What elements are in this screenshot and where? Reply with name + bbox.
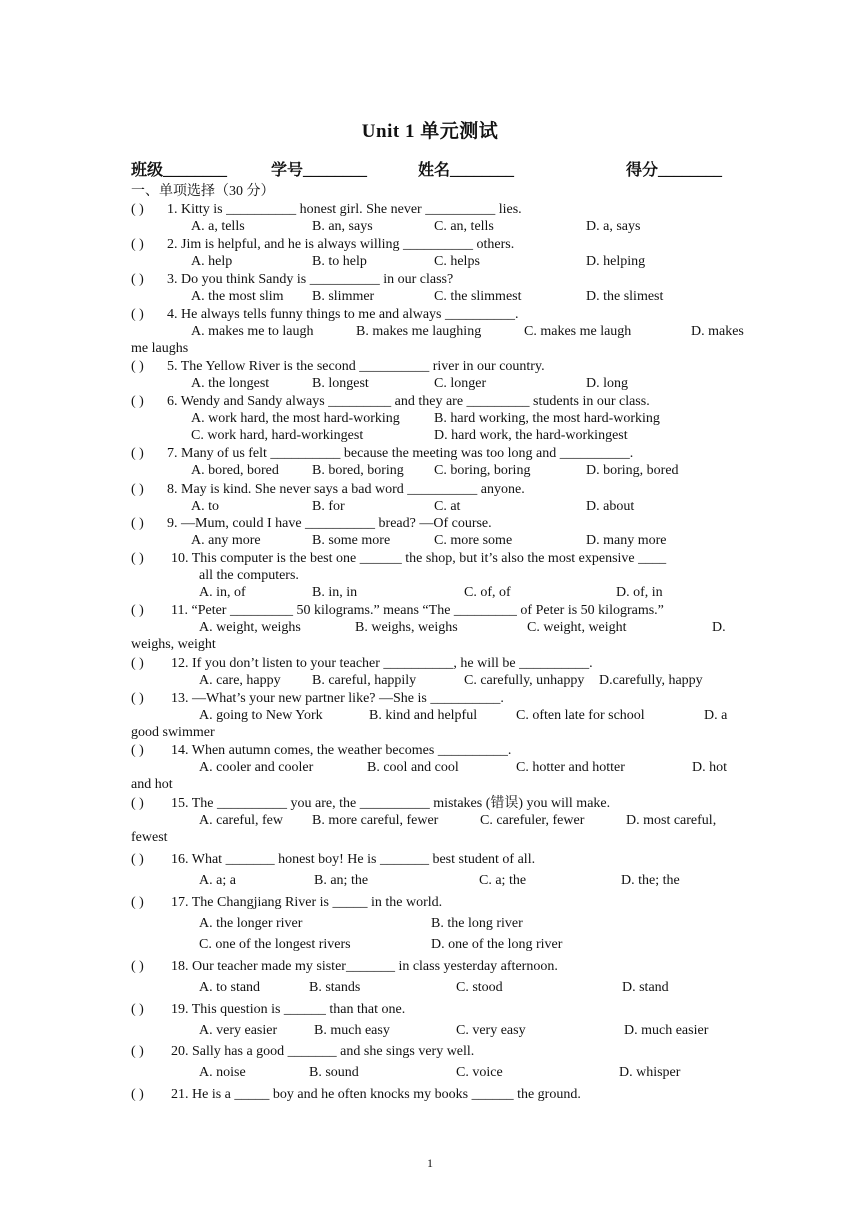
option-c[interactable]: C. carefully, unhappy xyxy=(464,673,585,688)
student-id-field: 学号________ xyxy=(271,162,368,179)
answer-blank[interactable]: ( ) xyxy=(131,394,144,409)
question-4 xyxy=(131,306,731,324)
question-text: 17. The Changjiang River is _____ in the world. xyxy=(171,895,443,910)
option-d[interactable]: D. boring, bored xyxy=(586,463,679,478)
option-a[interactable]: A. cooler and cooler xyxy=(199,760,314,775)
question-18 xyxy=(131,958,731,976)
option-b[interactable]: B. an, says xyxy=(312,219,373,234)
option-d[interactable]: D. hard work, the hard-workingest xyxy=(434,428,628,443)
answer-blank[interactable]: ( ) xyxy=(131,516,144,531)
question-text: 20. Sally has a good _______ and she sings very well. xyxy=(171,1044,475,1059)
option-b[interactable]: B. some more xyxy=(312,533,391,548)
option-d[interactable]: D. a xyxy=(704,708,728,723)
option-a[interactable]: A. very easier xyxy=(199,1023,278,1038)
question-text: 16. What _______ honest boy! He is _______ best student of all. xyxy=(171,852,536,867)
option-c[interactable]: C. makes me laugh xyxy=(524,324,632,339)
option-b[interactable]: B. makes me laughing xyxy=(356,324,482,339)
answer-blank[interactable]: ( ) xyxy=(131,551,144,566)
option-d[interactable]: D. xyxy=(712,620,726,635)
question-text: 13. —What’s your new partner like? —She is __________. xyxy=(171,691,504,706)
option-b[interactable]: B. longest xyxy=(312,376,369,391)
answer-blank[interactable]: ( ) xyxy=(131,307,144,322)
option-a[interactable]: A. the longer river xyxy=(199,916,303,931)
option-b[interactable]: B. kind and helpful xyxy=(369,708,478,723)
student-info-row xyxy=(131,157,731,179)
page-number: 1 xyxy=(427,1156,433,1170)
option-b[interactable]: B. an; the xyxy=(314,873,369,888)
option-c[interactable]: C. work hard, hard-workingest xyxy=(191,428,364,443)
option-c[interactable]: C. often late for school xyxy=(516,708,645,723)
option-d[interactable]: D. a, says xyxy=(586,219,641,234)
option-b[interactable]: B. cool and cool xyxy=(367,760,459,775)
page-title: Unit 1 单元测试 xyxy=(361,121,499,142)
option-d[interactable]: D. long xyxy=(586,376,628,391)
question-20 xyxy=(131,1043,731,1061)
question-text-continued: all the computers. xyxy=(199,568,299,583)
option-a[interactable]: A. in, of xyxy=(199,585,246,600)
option-continued: weighs, weight xyxy=(131,637,216,652)
option-c[interactable]: C. longer xyxy=(434,376,487,391)
question-text: 5. The Yellow River is the second __________ river in our country. xyxy=(167,359,545,374)
answer-blank[interactable]: ( ) xyxy=(131,1002,144,1017)
question-text: 10. This computer is the best one ______ the shop, but it’s also the most expensive ____ xyxy=(171,551,667,566)
option-d[interactable]: D.carefully, happy xyxy=(599,673,703,688)
option-c[interactable]: C. at xyxy=(434,499,461,514)
option-a[interactable]: A. to stand xyxy=(199,980,261,995)
option-a[interactable]: A. work hard, the most hard-working xyxy=(191,411,400,426)
question-text: 11. “Peter _________ 50 kilograms.” means “The _________ of Peter is 50 kilograms.” xyxy=(171,603,664,618)
question-text: 14. When autumn comes, the weather becomes __________. xyxy=(171,743,512,758)
option-b[interactable]: B. hard working, the most hard-working xyxy=(434,411,660,426)
option-c[interactable]: C. voice xyxy=(456,1065,503,1080)
question-text: 9. —Mum, could I have __________ bread? —Of course. xyxy=(167,516,492,531)
option-a[interactable]: A. careful, few xyxy=(199,813,283,828)
option-b[interactable]: B. much easy xyxy=(314,1023,390,1038)
option-d[interactable]: D. makes xyxy=(691,324,744,339)
answer-blank[interactable]: ( ) xyxy=(131,691,144,706)
option-a[interactable]: A. makes me to laugh xyxy=(191,324,314,339)
question-10 xyxy=(131,550,731,568)
question-6 xyxy=(131,393,731,411)
option-d[interactable]: D. the slimest xyxy=(586,289,664,304)
option-d[interactable]: D. hot xyxy=(692,760,727,775)
question-7 xyxy=(131,445,731,463)
answer-blank[interactable]: ( ) xyxy=(131,959,144,974)
answer-blank[interactable]: ( ) xyxy=(131,743,144,758)
question-text: 3. Do you think Sandy is __________ in our class? xyxy=(167,272,454,287)
option-continued: fewest xyxy=(131,830,168,845)
class-field: 班级________ xyxy=(131,162,228,179)
answer-blank[interactable]: ( ) xyxy=(131,446,144,461)
question-text: 8. May is kind. She never says a bad word __________ anyone. xyxy=(167,482,525,497)
answer-blank[interactable]: ( ) xyxy=(131,237,144,252)
option-c[interactable]: C. stood xyxy=(456,980,503,995)
option-b[interactable]: B. weighs, weighs xyxy=(355,620,458,635)
option-a[interactable]: A. bored, bored xyxy=(191,463,279,478)
question-3 xyxy=(131,271,731,289)
answer-blank[interactable]: ( ) xyxy=(131,796,144,811)
option-a[interactable]: A. care, happy xyxy=(199,673,281,688)
option-c[interactable]: C. carefuler, fewer xyxy=(480,813,585,828)
question-9 xyxy=(131,515,731,533)
answer-blank[interactable]: ( ) xyxy=(131,359,144,374)
option-d[interactable]: D. one of the long river xyxy=(431,937,563,952)
option-d[interactable]: D. stand xyxy=(622,980,669,995)
score-field: 得分________ xyxy=(626,162,723,179)
question-text: 6. Wendy and Sandy always _________ and they are _________ students in our class. xyxy=(167,394,650,409)
option-a[interactable]: A. a, tells xyxy=(191,219,245,234)
option-continued: good swimmer xyxy=(131,725,215,740)
question-text: 12. If you don’t listen to your teacher __________, he will be __________. xyxy=(171,656,593,671)
option-a[interactable]: A. to xyxy=(191,499,219,514)
option-c[interactable]: C. more some xyxy=(434,533,513,548)
option-b[interactable]: B. bored, boring xyxy=(312,463,404,478)
question-8 xyxy=(131,481,731,499)
question-14 xyxy=(131,742,731,760)
question-2 xyxy=(131,236,731,254)
answer-blank[interactable]: ( ) xyxy=(131,895,144,910)
answer-blank[interactable]: ( ) xyxy=(131,1087,144,1102)
option-c[interactable]: C. of, of xyxy=(464,585,511,600)
option-d[interactable]: D. most careful, xyxy=(626,813,717,828)
option-a[interactable]: A. going to New York xyxy=(199,708,323,723)
option-a[interactable]: A. a; a xyxy=(199,873,236,888)
option-a[interactable]: A. any more xyxy=(191,533,261,548)
question-17 xyxy=(131,894,731,912)
option-c[interactable]: C. one of the longest rivers xyxy=(199,937,351,952)
question-13 xyxy=(131,690,731,708)
answer-blank[interactable]: ( ) xyxy=(131,272,144,287)
question-text: 2. Jim is helpful, and he is always willing __________ others. xyxy=(167,237,515,252)
option-d[interactable]: D. many more xyxy=(586,533,667,548)
option-c[interactable]: C. hotter and hotter xyxy=(516,760,625,775)
option-a[interactable]: A. weight, weighs xyxy=(199,620,301,635)
option-d[interactable]: D. much easier xyxy=(624,1023,709,1038)
question-15 xyxy=(131,795,731,813)
question-text: 18. Our teacher made my sister_______ in class yesterday afternoon. xyxy=(171,959,558,974)
question-text: 15. The __________ you are, the __________ mistakes (错误) you will make. xyxy=(171,796,611,811)
answer-blank[interactable]: ( ) xyxy=(131,656,144,671)
answer-blank[interactable]: ( ) xyxy=(131,1044,144,1059)
option-a[interactable]: A. the most slim xyxy=(191,289,284,304)
answer-blank[interactable]: ( ) xyxy=(131,603,144,618)
name-field: 姓名________ xyxy=(418,162,515,179)
question-19 xyxy=(131,1001,731,1019)
option-continued: and hot xyxy=(131,777,173,792)
section-title: 一、单项选择（30 分） xyxy=(131,184,275,199)
option-c[interactable]: C. helps xyxy=(434,254,480,269)
option-a[interactable]: A. the longest xyxy=(191,376,270,391)
question-5 xyxy=(131,358,731,376)
option-b[interactable]: B. stands xyxy=(309,980,361,995)
question-11 xyxy=(131,602,731,620)
option-d[interactable]: D. of, in xyxy=(616,585,663,600)
option-c[interactable]: C. an, tells xyxy=(434,219,494,234)
option-b[interactable]: B. for xyxy=(312,499,345,514)
answer-blank[interactable]: ( ) xyxy=(131,482,144,497)
option-c[interactable]: C. a; the xyxy=(479,873,527,888)
question-text: 7. Many of us felt __________ because the meeting was too long and __________. xyxy=(167,446,634,461)
option-b[interactable]: B. the long river xyxy=(431,916,523,931)
answer-blank[interactable]: ( ) xyxy=(131,852,144,867)
option-b[interactable]: B. more careful, fewer xyxy=(312,813,439,828)
option-b[interactable]: B. in, in xyxy=(312,585,358,600)
question-16 xyxy=(131,851,731,869)
option-b[interactable]: B. sound xyxy=(309,1065,359,1080)
option-c[interactable]: C. boring, boring xyxy=(434,463,531,478)
option-a[interactable]: A. help xyxy=(191,254,233,269)
question-text: 4. He always tells funny things to me and always __________. xyxy=(167,307,519,322)
option-b[interactable]: B. slimmer xyxy=(312,289,375,304)
question-text: 19. This question is ______ than that one. xyxy=(171,1002,406,1017)
question-text: 21. He is a _____ boy and he often knocks my books ______ the ground. xyxy=(171,1087,581,1102)
question-1 xyxy=(131,201,731,219)
question-12 xyxy=(131,655,731,673)
question-text: 1. Kitty is __________ honest girl. She never __________ lies. xyxy=(167,202,522,217)
option-c[interactable]: C. the slimmest xyxy=(434,289,522,304)
option-c[interactable]: C. weight, weight xyxy=(527,620,627,635)
option-d[interactable]: D. helping xyxy=(586,254,646,269)
option-d[interactable]: D. the; the xyxy=(621,873,680,888)
option-c[interactable]: C. very easy xyxy=(456,1023,526,1038)
option-a[interactable]: A. noise xyxy=(199,1065,246,1080)
option-continued: me laughs xyxy=(131,341,189,356)
option-d[interactable]: D. about xyxy=(586,499,635,514)
question-21 xyxy=(131,1086,731,1104)
answer-blank[interactable]: ( ) xyxy=(131,202,144,217)
option-d[interactable]: D. whisper xyxy=(619,1065,681,1080)
option-b[interactable]: B. to help xyxy=(312,254,367,269)
option-b[interactable]: B. careful, happily xyxy=(312,673,417,688)
